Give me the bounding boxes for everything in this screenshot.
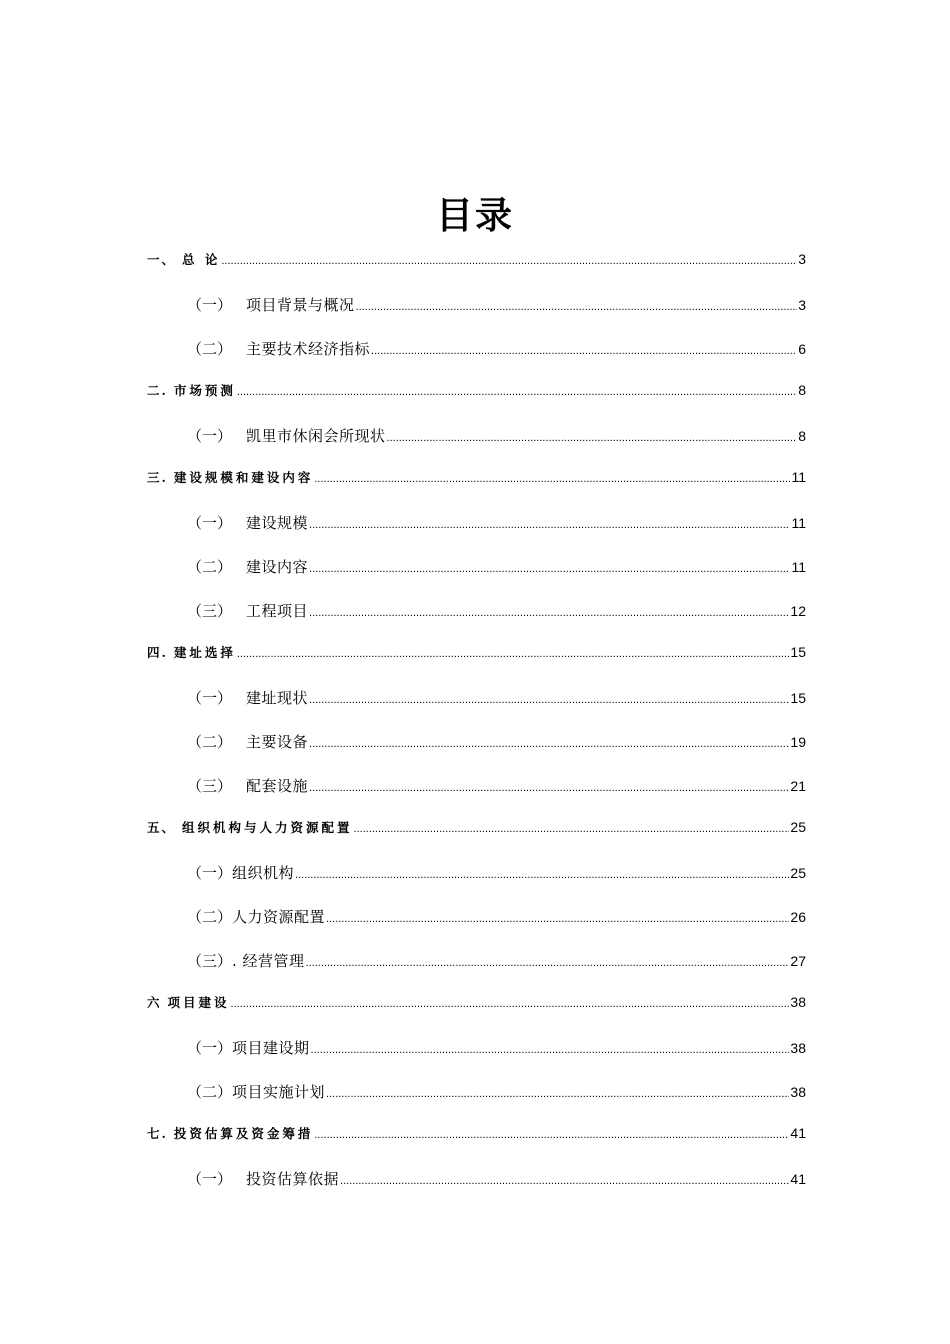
toc-entry-page: 3	[798, 297, 806, 313]
toc-entry-label: 项目建设	[167, 995, 230, 1010]
toc-entry-label: 建设内容	[246, 558, 309, 576]
toc-dot-leader	[295, 869, 789, 881]
toc-entry-section[interactable]	[147, 595, 806, 639]
toc-entry-section[interactable]	[147, 682, 806, 726]
toc-entry-page: 8	[798, 382, 806, 398]
toc-entry-number: （二）	[187, 340, 233, 358]
toc-dot-leader	[354, 823, 790, 835]
toc-dot-leader	[237, 386, 797, 398]
toc-entry-label: 建设规模	[246, 514, 309, 532]
toc-dot-leader	[309, 694, 789, 706]
toc-dot-leader	[311, 1044, 790, 1056]
toc-entry-label: 凯里市休闲会所现状	[246, 427, 386, 445]
toc-dot-leader	[387, 432, 798, 444]
toc-entry-page: 25	[790, 865, 806, 881]
toc-entry-number: （一）	[187, 1170, 233, 1188]
toc-entry-page: 6	[798, 341, 806, 357]
toc-entry-number: 五、	[147, 820, 177, 835]
toc-entry-number: （二）	[187, 908, 233, 926]
toc-entry-chapter[interactable]	[147, 377, 806, 420]
toc-entry-page: 41	[790, 1171, 806, 1187]
toc-entry-section[interactable]	[147, 507, 806, 551]
toc-entry-number: （二）	[187, 1083, 233, 1101]
toc-entry-section[interactable]	[147, 1163, 806, 1207]
toc-dot-leader	[231, 998, 790, 1010]
toc-entry-page: 25	[790, 819, 806, 835]
toc-entry-page: 38	[790, 1084, 806, 1100]
toc-entry-number: （三）	[187, 777, 233, 795]
toc-entry-label: 总 论	[182, 252, 221, 267]
toc-entry-chapter[interactable]	[147, 989, 806, 1032]
toc-entry-number: 三.	[147, 470, 168, 485]
toc-dot-leader	[309, 782, 789, 794]
toc-entry-label: 组织机构	[232, 864, 295, 882]
toc-entry-number: （二）	[187, 558, 233, 576]
toc-entry-label: 配套设施	[246, 777, 309, 795]
toc-entry-page: 41	[790, 1125, 806, 1141]
toc-entry-label: 主要技术经济指标	[246, 340, 371, 358]
toc-entry-number: 七.	[147, 1126, 168, 1141]
toc-entry-section[interactable]	[147, 420, 806, 464]
toc-entry-number: （二）	[187, 733, 233, 751]
toc-entry-section[interactable]	[147, 901, 806, 945]
toc-dot-leader	[314, 473, 790, 485]
toc-entry-section[interactable]	[147, 726, 806, 770]
toc-entry-number: （三）	[187, 952, 233, 970]
toc-entry-page: 27	[790, 953, 806, 969]
toc-entry-section[interactable]	[147, 551, 806, 595]
toc-entry-number: 四.	[147, 645, 168, 660]
toc-entry-chapter[interactable]	[147, 639, 806, 682]
toc-entry-label: 建址现状	[246, 689, 309, 707]
toc-entry-number: （一）	[187, 689, 233, 707]
toc-entry-page: 21	[790, 778, 806, 794]
toc-entry-label: 人力资源配置	[232, 908, 326, 926]
toc-entry-number: （一）	[187, 864, 233, 882]
toc-entry-page: 11	[791, 515, 806, 531]
toc-entry-section[interactable]	[147, 1032, 806, 1076]
toc-dot-leader	[314, 1129, 789, 1141]
toc-entry-chapter[interactable]	[147, 464, 806, 507]
toc-entry-label: 市场预测	[173, 383, 236, 398]
toc-dot-leader	[309, 563, 790, 575]
toc-entry-label: 主要设备	[246, 733, 309, 751]
toc-entry-page: 15	[790, 690, 806, 706]
toc-entry-section[interactable]	[147, 945, 806, 989]
toc-dot-leader	[237, 648, 790, 660]
toc-entry-page: 11	[791, 469, 806, 485]
toc-entry-number: （一）	[187, 427, 233, 445]
toc-entry-section[interactable]	[147, 770, 806, 814]
toc-entry-number: （一）	[187, 514, 233, 532]
toc-entry-page: 15	[790, 644, 806, 660]
toc-entry-label: 工程项目	[246, 602, 309, 620]
toc-entry-number: 六	[147, 995, 162, 1010]
toc-entry-section[interactable]	[147, 333, 806, 377]
toc-dot-leader	[309, 738, 789, 750]
toc-entry-number: 一、	[147, 252, 177, 267]
toc-entry-section[interactable]	[147, 289, 806, 333]
toc-dot-leader	[306, 957, 790, 969]
toc-entry-label: 建址选择	[173, 645, 236, 660]
toc-entry-label: 组织机构与人力资源配置	[182, 820, 353, 835]
toc-dot-leader	[309, 519, 790, 531]
toc-entry-chapter[interactable]	[147, 814, 806, 857]
toc-entry-chapter[interactable]	[147, 1120, 806, 1163]
toc-entry-label: 项目实施计划	[232, 1083, 326, 1101]
toc-entry-section[interactable]	[147, 857, 806, 901]
toc-entry-label: 项目背景与概况	[246, 296, 355, 314]
toc-entry-number: （三）	[187, 602, 233, 620]
toc-entry-page: 11	[791, 559, 806, 575]
toc-dot-leader	[371, 345, 797, 357]
toc-entry-page: 3	[798, 251, 806, 267]
toc-dot-leader	[221, 255, 797, 267]
toc-dot-leader	[309, 607, 789, 619]
toc-entry-number: 二.	[147, 383, 168, 398]
toc-entry-page: 38	[790, 994, 806, 1010]
toc-entry-chapter[interactable]	[147, 246, 806, 289]
toc-entry-page: 38	[790, 1040, 806, 1056]
page-title: 目录	[436, 193, 514, 237]
table-of-contents	[147, 246, 806, 1207]
toc-entry-page: 12	[790, 603, 806, 619]
toc-entry-label: . 经营管理	[232, 952, 305, 970]
toc-entry-page: 19	[790, 734, 806, 750]
toc-entry-number: （一）	[187, 1039, 233, 1057]
toc-entry-label: 投资估算依据	[246, 1170, 340, 1188]
toc-entry-number: （一）	[187, 296, 233, 314]
toc-dot-leader	[340, 1175, 789, 1187]
toc-dot-leader	[356, 301, 798, 313]
toc-entry-page: 8	[798, 428, 806, 444]
toc-dot-leader	[326, 913, 789, 925]
toc-entry-label: 投资估算及资金筹措	[173, 1126, 314, 1141]
toc-entry-label: 项目建设期	[232, 1039, 310, 1057]
toc-entry-page: 26	[790, 909, 806, 925]
toc-entry-label: 建设规模和建设内容	[173, 470, 314, 485]
toc-entry-section[interactable]	[147, 1076, 806, 1120]
toc-dot-leader	[326, 1088, 789, 1100]
